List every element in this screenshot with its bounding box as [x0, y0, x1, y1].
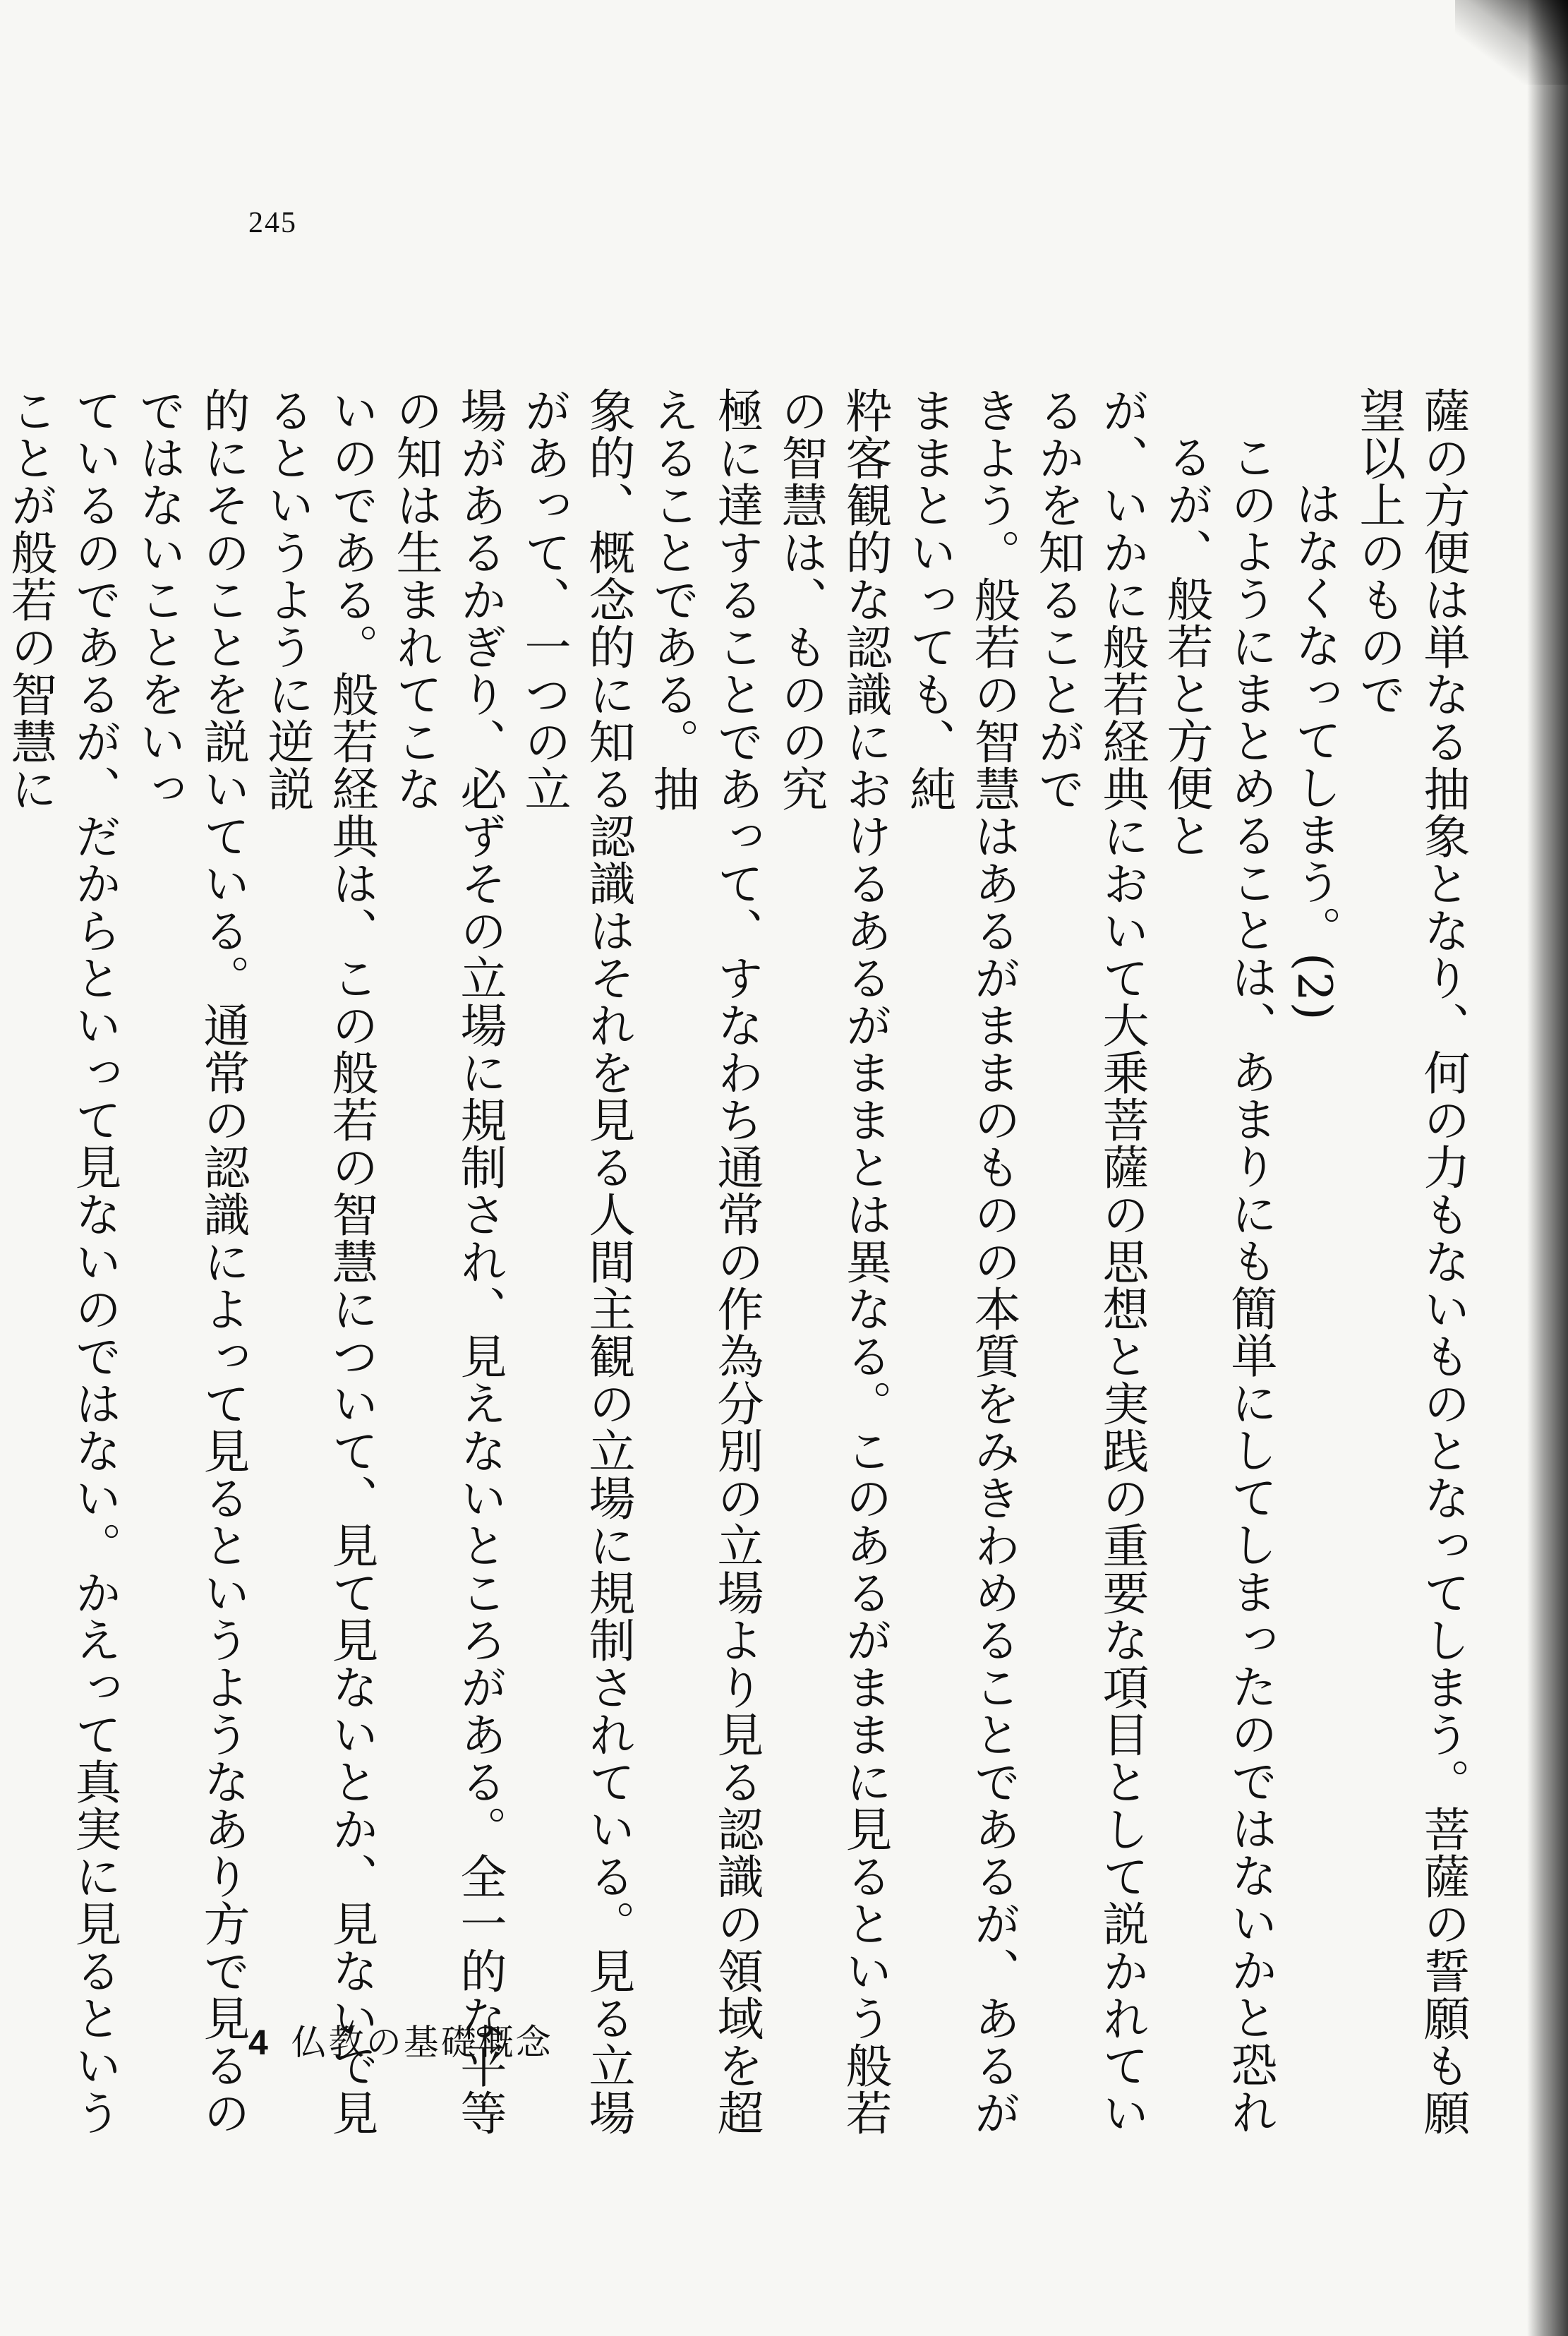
page-number: 245	[248, 207, 297, 239]
text-line-3: このようにまとめることは、あまりにも簡単にしてしまったのではないかと恐れるが、般若と方便と	[1159, 433, 1277, 2136]
text-line-12: ているのであるが、だからといって見ないのではない。かえって真実に見るということが般若の智慧に	[3, 387, 121, 2136]
text-line-1: 薩の方便は単なる抽象となり、何の力もないものとなってしまう。菩薩の誓願も願望以上のもので	[1351, 387, 1470, 2136]
text-line-5: きよう。般若の智慧はあるがままのものの本質をみきわめることであるが、あるがままといっても、純	[902, 387, 1020, 2136]
text-line-4: が、いかに般若経典において大乗菩薩の思想と実践の重要な項目として説かれているかを知ることがで	[1030, 387, 1149, 2136]
text-line-9: 場があるかぎり、必ずその立場に規制され、見えないところがある。全一的な平等の知は生まれてこな	[388, 387, 507, 2136]
chapter-title: 仏教の基礎概念	[291, 2022, 553, 2063]
text-line-10: いのである。般若経典は、この般若の智慧について、見て見ないとか、見ないで見るというように逆説	[260, 387, 378, 2136]
text-line-6: 粋客観的な認識におけるあるがままとは異なる。このあるがままに見るという般若の智慧は、ものの究	[773, 387, 892, 2136]
binding-shadow	[1527, 0, 1568, 2336]
text-line-2: はなくなってしまう。(2)	[1287, 480, 1341, 1021]
text-line-8: 象的、概念的に知る認識はそれを見る人間主観の立場に規制されている。見る立場があって、一つの立	[517, 387, 635, 2136]
chapter-number: 4	[248, 2023, 270, 2062]
text-line-11: 的にそのことを説いている。通常の認識によって見るというようなあり方で見るのではないことをいっ	[131, 387, 250, 2136]
body-text	[0, 387, 1475, 2165]
text-line-7: 極に達することであって、すなわち通常の作為分別の立場より見る認識の領域を超えることである。抽	[645, 387, 764, 2136]
running-footer	[248, 2014, 553, 2065]
